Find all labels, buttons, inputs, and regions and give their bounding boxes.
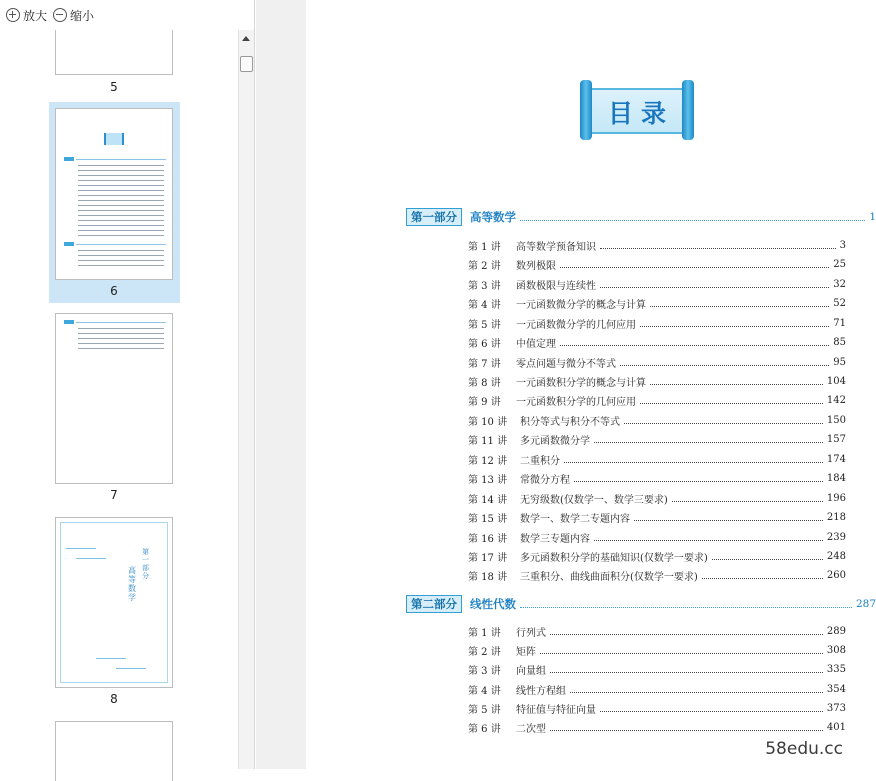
page-number: 52 [833, 297, 846, 309]
zoom-out-icon [53, 8, 67, 22]
page-number: 260 [826, 569, 846, 581]
zoom-toolbar [0, 0, 237, 30]
lecture-title: 常微分方程 [520, 474, 570, 486]
toc-entry[interactable] [468, 719, 846, 735]
lecture-title: 一元函数积分学的概念与计算 [516, 377, 646, 389]
page-number: 354 [826, 683, 846, 695]
page-number: 184 [826, 472, 846, 484]
page-thumbnail-5[interactable] [55, 30, 173, 75]
watermark: 58edu.cc [765, 739, 843, 759]
page-number: 157 [826, 433, 846, 445]
lecture-number: 第 10 讲 [468, 416, 508, 428]
toc-part-header[interactable] [406, 595, 876, 613]
leader-dots [550, 634, 823, 635]
lecture-number: 第 5 讲 [468, 319, 501, 331]
part-title: 线性代数 [470, 597, 516, 611]
page-number: 95 [833, 356, 846, 368]
toc-entry[interactable] [468, 237, 846, 253]
leader-dots [650, 306, 829, 307]
lecture-number: 第 3 讲 [468, 665, 501, 677]
page-number: 3 [839, 239, 846, 251]
toc-part-header[interactable] [406, 208, 876, 226]
lecture-number: 第 3 讲 [468, 280, 501, 292]
page-number: 32 [833, 278, 846, 290]
lecture-number: 第 1 讲 [468, 241, 501, 253]
leader-dots [560, 267, 829, 268]
lecture-number: 第 8 讲 [468, 377, 501, 389]
lecture-title: 零点问题与微分不等式 [516, 358, 616, 370]
page-number: 335 [826, 663, 846, 675]
lecture-number: 第 13 讲 [468, 474, 508, 486]
lecture-title: 积分等式与积分不等式 [520, 416, 620, 428]
toc-entry[interactable] [468, 373, 846, 389]
toc-entry[interactable] [468, 661, 846, 677]
leader-dots [540, 653, 823, 654]
document-view[interactable] [256, 0, 876, 769]
leader-dots [640, 326, 829, 327]
zoom-out-label: 缩小 [70, 8, 95, 23]
leader-dots [712, 559, 823, 560]
toc-entry[interactable] [468, 315, 846, 331]
lecture-title: 一元函数积分学的几何应用 [516, 396, 636, 408]
toc-entry[interactable] [468, 295, 846, 311]
lecture-number: 第 18 讲 [468, 571, 508, 583]
lecture-number: 第 4 讲 [468, 299, 501, 311]
lecture-number: 第 15 讲 [468, 513, 508, 525]
leader-dots [594, 442, 823, 443]
page-number-6: 6 [110, 284, 118, 298]
document-page [306, 0, 876, 769]
scroll-up-arrow-icon[interactable] [242, 36, 250, 41]
toc-entry[interactable] [468, 529, 846, 545]
lecture-number: 第 7 讲 [468, 358, 501, 370]
lecture-title: 二次型 [516, 723, 546, 735]
toc-entry[interactable] [468, 700, 846, 716]
toc-entry[interactable] [468, 256, 846, 272]
scrollbar-thumb[interactable] [240, 56, 253, 72]
lecture-number: 第 12 讲 [468, 455, 508, 467]
leader-dots [624, 423, 823, 424]
lecture-number: 第 5 讲 [468, 704, 501, 716]
page-number: 248 [826, 550, 846, 562]
lecture-number: 第 16 讲 [468, 533, 508, 545]
lecture-title: 中值定理 [516, 338, 556, 350]
lecture-title: 无穷级数(仅数学一、数学三要求) [520, 494, 668, 506]
cover-part-title: 高等数学 [128, 566, 136, 602]
leader-dots [560, 345, 829, 346]
thumbnail-scrollbar[interactable] [238, 30, 254, 769]
page-thumbnail-8[interactable] [55, 517, 173, 688]
part-page-number: 1 [869, 211, 876, 223]
leader-dots [650, 384, 823, 385]
toc-entry[interactable] [468, 470, 846, 486]
page-number: 104 [826, 375, 846, 387]
leader-dots [672, 501, 823, 502]
leader-dots [600, 248, 836, 249]
part-label: 第一部分 [406, 208, 462, 226]
zoom-in-button[interactable] [6, 7, 47, 24]
page-number: 85 [833, 336, 846, 348]
lecture-number: 第 14 讲 [468, 494, 508, 506]
lecture-number: 第 6 讲 [468, 723, 501, 735]
lecture-title: 二重积分 [520, 455, 560, 467]
toc-entry[interactable] [468, 276, 846, 292]
toc-entry[interactable] [468, 431, 846, 447]
lecture-title: 一元函数微分学的概念与计算 [516, 299, 646, 311]
lecture-number: 第 9 讲 [468, 396, 501, 408]
toc-entry[interactable] [468, 642, 846, 658]
toc-entry[interactable] [468, 509, 846, 525]
lecture-title: 多元函数微分学 [520, 435, 590, 447]
lecture-title: 数列极限 [516, 260, 556, 272]
zoom-in-label: 放大 [23, 8, 48, 23]
lecture-title: 多元函数积分学的基础知识(仅数学一要求) [520, 552, 708, 564]
leader-dots [520, 607, 852, 608]
lecture-number: 第 1 讲 [468, 627, 501, 639]
toc-entry[interactable] [468, 451, 846, 467]
lecture-title: 向量组 [516, 665, 546, 677]
lecture-title: 函数极限与连续性 [516, 280, 596, 292]
lecture-title: 数学一、数学二专题内容 [520, 513, 630, 525]
page-number: 25 [833, 258, 846, 270]
lecture-title: 行列式 [516, 627, 546, 639]
leader-dots [574, 481, 823, 482]
page-number-5: 5 [110, 80, 118, 94]
page-number: 196 [826, 492, 846, 504]
page-number: 289 [826, 625, 846, 637]
leader-dots [550, 730, 823, 731]
zoom-in-icon [6, 8, 20, 22]
part-label: 第二部分 [406, 595, 462, 613]
leader-dots [600, 711, 823, 712]
page-number: 218 [826, 511, 846, 523]
leader-dots [702, 578, 823, 579]
leader-dots [564, 462, 823, 463]
leader-dots [570, 692, 823, 693]
page-thumbnail-7[interactable] [55, 313, 173, 484]
toc-entry[interactable] [468, 548, 846, 564]
page-number: 174 [826, 453, 846, 465]
page-number: 373 [826, 702, 846, 714]
toc-entry[interactable] [468, 490, 846, 506]
page-thumbnail-6[interactable] [55, 108, 173, 280]
page-number-8: 8 [110, 692, 118, 706]
page-number: 71 [833, 317, 846, 329]
thumbnail-panel [0, 0, 255, 769]
cover-part-label: 第一部分 [142, 548, 149, 580]
page-number: 150 [826, 414, 846, 426]
leader-dots [520, 220, 865, 221]
leader-dots [550, 672, 823, 673]
zoom-out-button[interactable] [53, 7, 94, 24]
page-number-7: 7 [110, 488, 118, 502]
lecture-number: 第 6 讲 [468, 338, 501, 350]
toc-entry[interactable] [468, 412, 846, 428]
toc-title-banner [578, 80, 696, 140]
page-number: 239 [826, 531, 846, 543]
leader-dots [594, 540, 823, 541]
lecture-title: 三重积分、曲线曲面积分(仅数学一要求) [520, 571, 698, 583]
toc-entry[interactable] [468, 334, 846, 350]
page-number: 308 [826, 644, 846, 656]
toc-entry[interactable] [468, 392, 846, 408]
lecture-number: 第 2 讲 [468, 646, 501, 658]
leader-dots [634, 520, 823, 521]
leader-dots [640, 403, 823, 404]
toc-title: 目录 [607, 99, 674, 128]
lecture-number: 第 17 讲 [468, 552, 508, 564]
lecture-number: 第 4 讲 [468, 685, 501, 697]
lecture-title: 矩阵 [516, 646, 536, 658]
lecture-title: 线性方程组 [516, 685, 566, 697]
lecture-number: 第 2 讲 [468, 260, 501, 272]
lecture-title: 高等数学预备知识 [516, 241, 596, 253]
part-page-number: 287 [855, 598, 876, 610]
lecture-title: 数学三专题内容 [520, 533, 590, 545]
toc-entry[interactable] [468, 681, 846, 697]
toc-entry[interactable] [468, 354, 846, 370]
page-number: 142 [826, 394, 846, 406]
toc-entry[interactable] [468, 567, 846, 583]
lecture-title: 一元函数微分学的几何应用 [516, 319, 636, 331]
lecture-number: 第 11 讲 [468, 435, 508, 447]
thumbnail-list [0, 30, 237, 769]
leader-dots [620, 365, 829, 366]
toc-entry[interactable] [468, 623, 846, 639]
lecture-title: 特征值与特征向量 [516, 704, 596, 716]
leader-dots [600, 287, 829, 288]
page-number: 401 [826, 721, 846, 733]
page-thumbnail-9[interactable] [55, 721, 173, 781]
part-title: 高等数学 [470, 210, 516, 224]
